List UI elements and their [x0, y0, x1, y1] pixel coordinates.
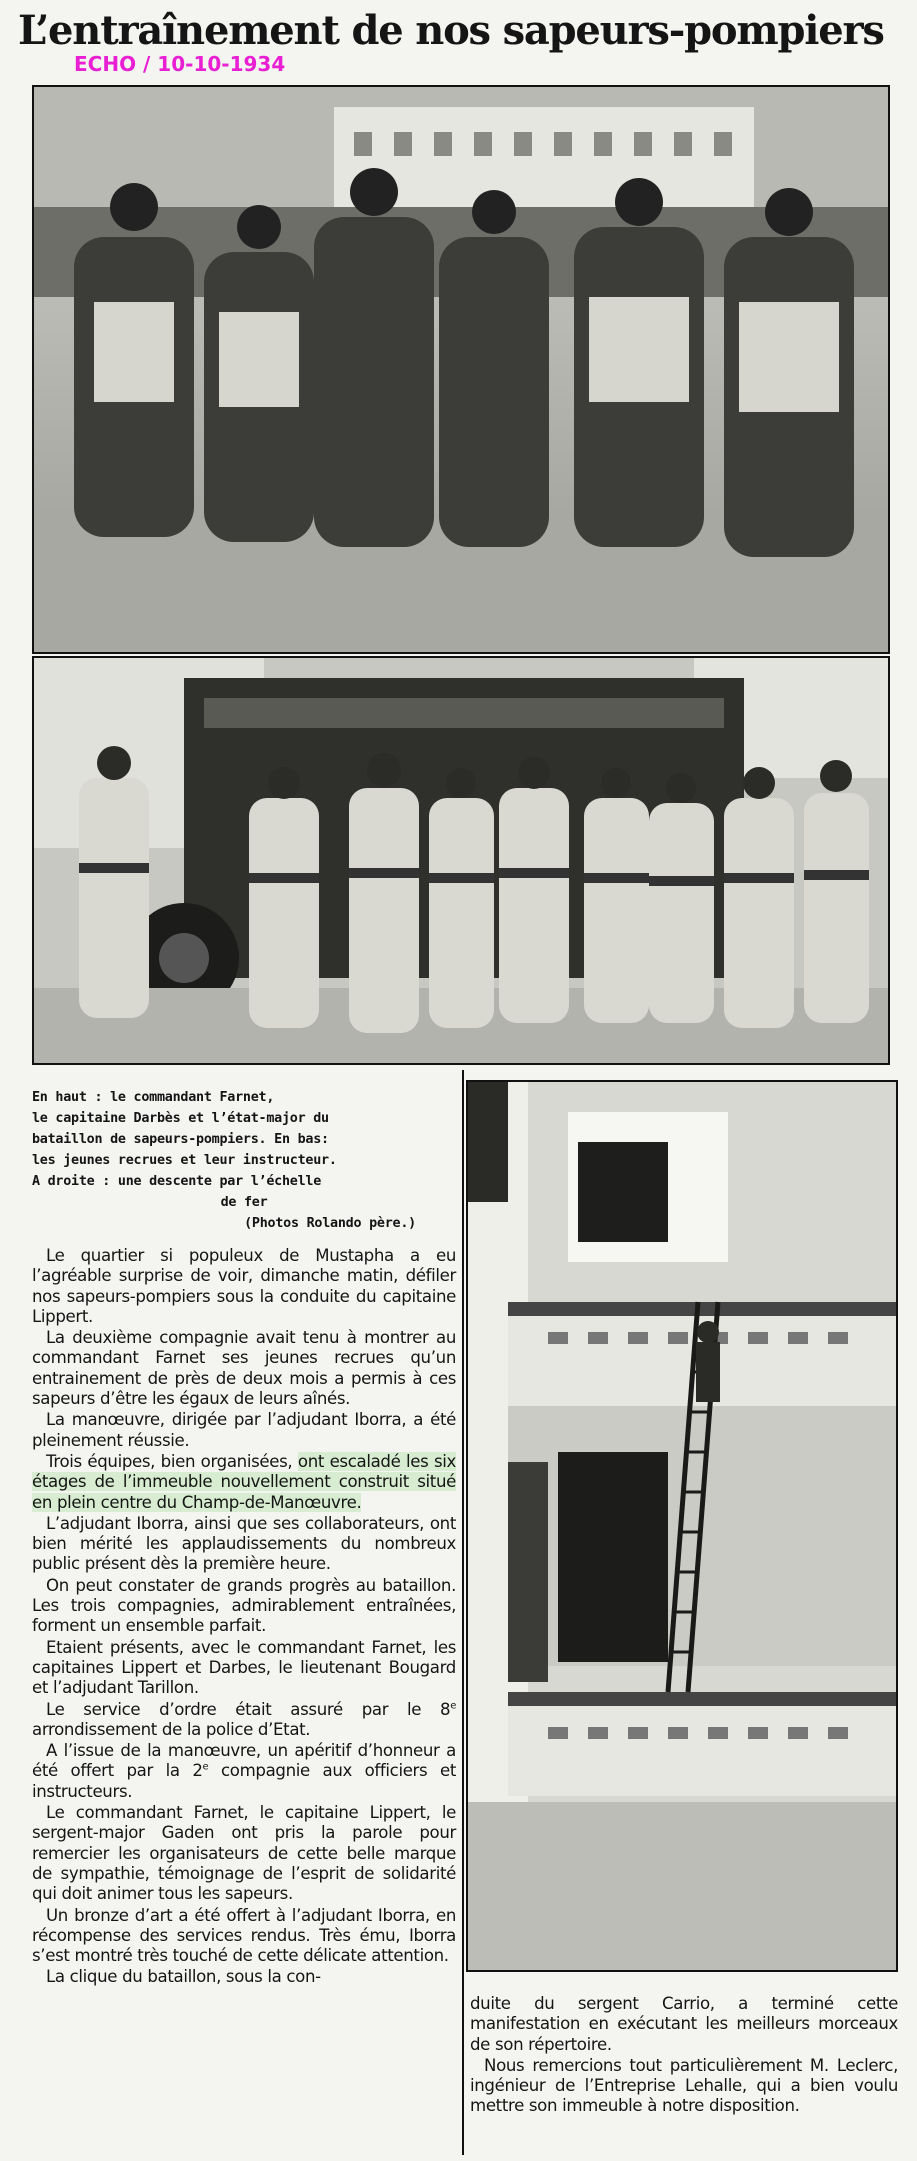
- article-paragraph: Etaient présents, avec le commandant Farnet, les capitaines Lippert et Darbes, le lieutenant Bougard et l’adjudant Tarillon.: [32, 1637, 456, 1698]
- article-paragraph: La manœuvre, dirigée par l’adjudant Iborra, a été pleinement réussie.: [32, 1410, 456, 1450]
- ordinal-suffix: e: [450, 1700, 456, 1711]
- caption-line: le capitaine Darbès et l’état-major du: [32, 1111, 329, 1126]
- article-column-left: [32, 1246, 456, 1988]
- archive-stamp: ECHO / 10-10-1934: [74, 52, 286, 76]
- article-paragraph: On peut constater de grands progrès au bataillon. Les trois compagnies, admirablement entraînées, forment un ensemble parfait.: [32, 1575, 456, 1636]
- paragraph-text: compagnie aux officiers et instructeurs.: [32, 1761, 456, 1801]
- article-paragraph: [32, 1452, 456, 1513]
- caption-line: En haut : le commandant Farnet,: [32, 1090, 275, 1105]
- article-paragraph: duite du sergent Carrio, a terminé cette manifestation en exécutant les meilleurs morceaux de son répertoire.: [470, 1994, 898, 2054]
- photo-officers-image: [34, 87, 888, 652]
- caption-line: les jeunes recrues et leur instructeur.: [32, 1153, 337, 1168]
- photo-caption: [32, 1087, 456, 1234]
- paragraph-text: Le service d’ordre était assuré par le 8: [46, 1699, 451, 1719]
- article-paragraph: La clique du bataillon, sous la con-: [46, 1967, 321, 1987]
- article-column-right: [470, 1994, 898, 2117]
- photo-credit: (Photos Rolando père.): [244, 1216, 416, 1231]
- article-paragraph: Le commandant Farnet, le capitaine Lippert, le sergent-major Gaden ont pris la parole pour remercier les organisateurs de cette belle marque de sympathie, témoignage de l’esprit de solidarité qui doit animer tous les sapeurs.: [32, 1803, 456, 1904]
- paragraph-text: A l’issue de la manœuvre, un apéritif d’honneur a été offert par la 2: [32, 1741, 456, 1781]
- headline: L’entraînement de nos sapeurs-pompiers: [18, 7, 884, 54]
- photo-officers: [32, 85, 890, 654]
- article-paragraph: [32, 1700, 456, 1741]
- ordinal-suffix: e: [202, 1761, 209, 1773]
- column-rule: [462, 1070, 464, 2155]
- caption-line: A droite : une descente par l’échelle: [32, 1174, 322, 1189]
- highlighted-text: ont escaladé les six étages de l’immeuble nouvellement construit situé en plein centre du Champ-de-Manœuvre.: [32, 1451, 456, 1512]
- photo-ladder-descent: [466, 1080, 898, 1972]
- article-paragraph: La deuxième compagnie avait tenu à montrer au commandant Farnet ses jeunes recrues qu’un entrainement de près de deux mois a permis à ces sapeurs d’être les égaux de leurs aînés.: [32, 1328, 456, 1409]
- article-paragraph: L’adjudant Iborra, ainsi que ses collaborateurs, ont bien mérité les applaudissements du nombreux public présent dès la première heure.: [32, 1513, 456, 1574]
- paragraph-text: Trois équipes, bien organisées,: [46, 1451, 298, 1471]
- photo-recruits-image: [34, 658, 888, 1063]
- caption-line: de fer: [220, 1195, 268, 1210]
- photo-ladder-image: [468, 1082, 896, 1970]
- article-paragraph: [32, 1741, 456, 1802]
- caption-line: bataillon de sapeurs-pompiers. En bas:: [32, 1132, 329, 1147]
- article-paragraph: Un bronze d’art a été offert à l’adjudant Iborra, en récompense des services rendus. Très ému, Iborra s’est montré très touché de cette délicate attention.: [32, 1905, 456, 1966]
- article-paragraph: Le quartier si populeux de Mustapha a eu l’agréable surprise de voir, dimanche matin, défiler nos sapeurs-pompiers sous la conduite du capitaine Lippert.: [32, 1246, 456, 1326]
- photo-recruits: [32, 656, 890, 1065]
- article-paragraph: Nous remercions tout particulièrement M. Leclerc, ingénieur de l’Entreprise Lehalle, qui a bien voulu mettre son immeuble à notre disposition.: [470, 2055, 898, 2116]
- paragraph-text: arrondissement de la police d’Etat.: [32, 1719, 311, 1739]
